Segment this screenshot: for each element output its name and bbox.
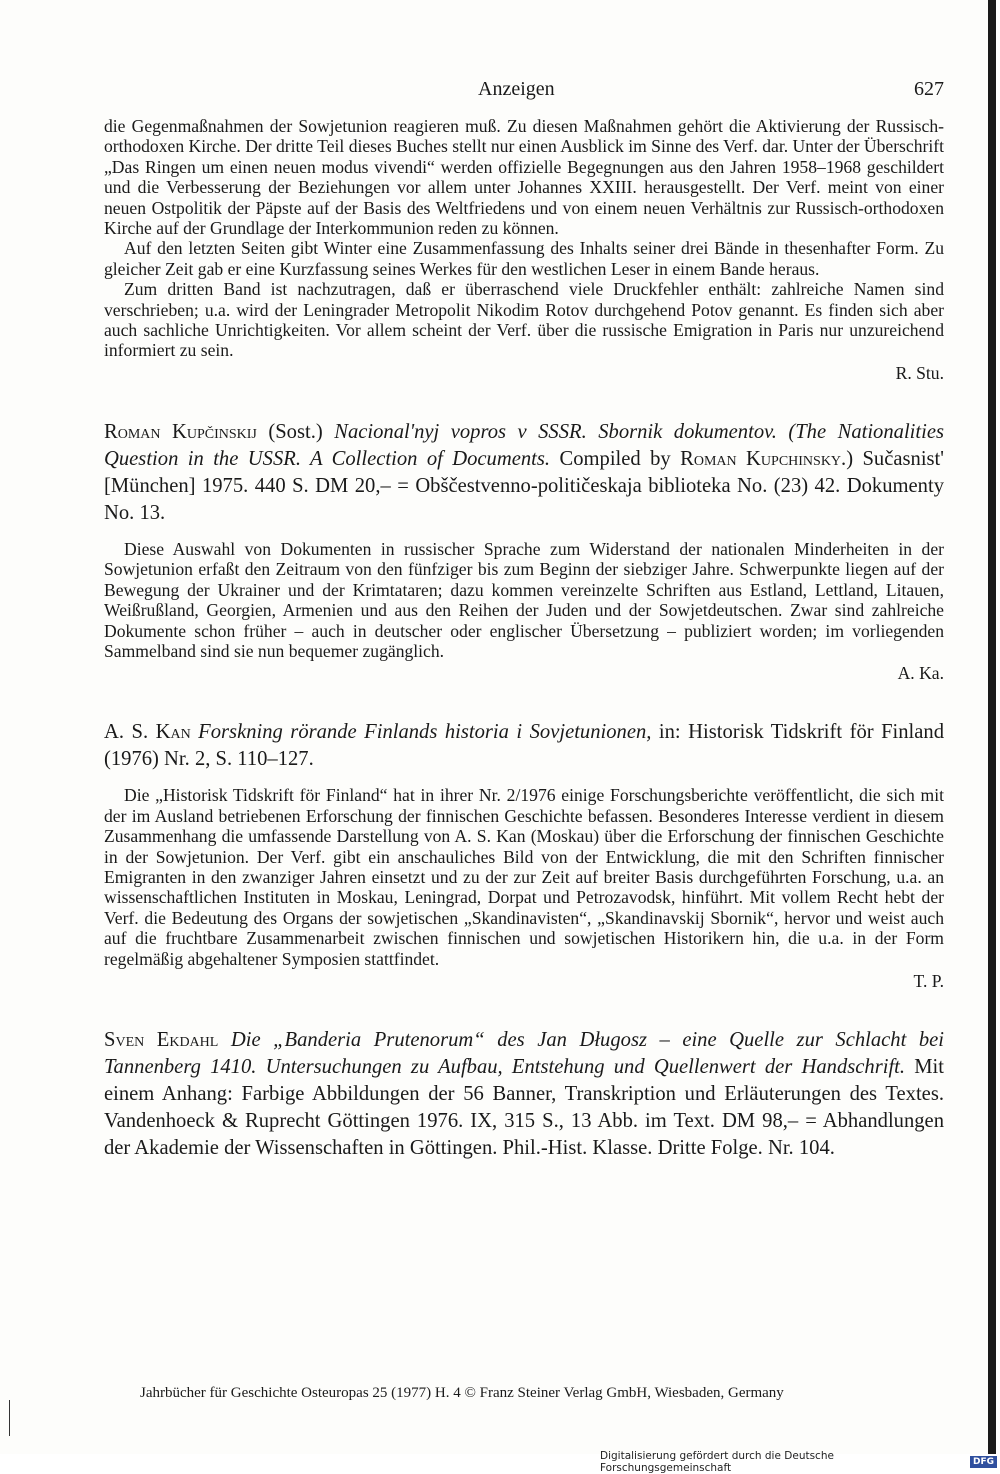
- entry-title: Nacional'nyj vopros v SSSR. Sbornik dokumentov. (The Nationalities Question in the USSR. A Collection of Documents.: [104, 420, 944, 470]
- page-number: 627: [914, 78, 944, 100]
- entry-author: Kan: [155, 721, 191, 744]
- review-body: [104, 785, 944, 993]
- review-paragraph: Auf den letzten Seiten gibt Winter eine Zusammenfassung des Inhalts seiner drei Bände in thesenhafter Form. Zu gleicher Zeit gab er eine Kurzfassung seines Werkes für den westlichen Leser in einem Bande heraus.: [104, 238, 944, 279]
- entry-title: Die „Banderia Prutenorum“ des Jan Długosz – eine Quelle zur Schlacht bei Tannenberg 1410. Untersuchungen zu Aufbau, Entstehung und Quellenwert der Handschrift.: [104, 1028, 944, 1078]
- review-paragraph: Die „Historisk Tidskrift för Finland“ hat in ihrer Nr. 2/1976 einige Forschungsberichte veröffentlicht, die sich mit der im Ausland betriebenen Erforschung der finnischen Geschichte befassen. Besonderes Interesse verdient in diesem Zusammenhang die umfassende Darstellung von A. S. Kan (Moskau) über die Erforschung der finnischen Geschichte in der Sowjetunion. Der Verf. gibt ein anschauliches Bild von der Entwicklung, die mit den Schriften finnischer Emigranten in den zwanziger Jahren einsetzt und zu der zur Zeit auf breiter Basis durchgeführten Forschung, u.a. an wissenschaftlichen Instituten in Moskau, Leningrad, Dorpat und Petrozavodsk, hinführt. Mit vollem Recht hebt der Verf. die Bedeutung des Organs der sowjetischen „Skandinavisten“, „Skandinavskij Sbornik“, hervor und weist auch auf die fruchtbare Zusammenarbeit zwischen finnischen und sowjetischen Historikern hin, die u.a. in der Form regelmäßig abgehaltener Symposien stattfindet.: [104, 785, 944, 969]
- review-signature: A. Ka.: [897, 663, 944, 684]
- entry-editor-note: (Sost.): [256, 420, 335, 443]
- review-signature: R. Stu.: [895, 362, 944, 383]
- entry-compiler: Roman Kupchinsky.: [680, 447, 847, 470]
- review-paragraph: Zum dritten Band ist nachzutragen, daß er überraschend viele Druckfehler enthält: zahlreiche Namen sind verschrieben; u.a. wird der Leningrader Metropolit Nikodim Rotov durchgehend Potov genannt. Es finden sich aber auch sachliche Unrichtigkeiten. Vor allem scheint der Verf. über die russische Emigration in Paris nur unzureichend informiert zu sein.: [104, 279, 944, 361]
- margin-line: [9, 1400, 10, 1436]
- entry-publication: Mit einem Anhang: Farbige Abbildungen der 56 Banner, Transkription und Erläuterungen des Textes. Vandenhoeck & Ruprecht Göttingen 1976. IX, 315 S., 13 Abb. im Text. DM 98,– = Abhandlungen der Akademie der Wissenschaften in Göttingen. Phil.-Hist. Klasse. Dritte Folge. Nr. 104.: [104, 1055, 944, 1159]
- digitization-credit: Digitalisierung gefördert durch die Deutsche Forschungsgemeinschaft: [600, 1450, 834, 1474]
- bibliographic-entry: [104, 419, 944, 527]
- page-content: [104, 76, 944, 1174]
- running-title: Anzeigen: [478, 78, 555, 100]
- page-header: [104, 76, 944, 116]
- review-paragraph: Diese Auswahl von Dokumenten in russischer Sprache zum Widerstand der nationalen Minderheiten in der Sowjetunion erfaßt den Zeitraum von den fünfziger bis zum Beginn der siebziger Jahre. Schwerpunkte liegen auf der Bewegung der Ukrainer und der Krimtataren; dazu kommen vereinzelte Schriften aus Estland, Lettland, Litauen, Weißrußland, Georgien, Armenien und aus den Reihen der Juden und der Sowjetdeutschen. Zwar sind zahlreiche Dokumente schon früher – auch in deutscher oder englischer Übersetzung – publiziert worden; im vorliegenden Sammelband sind sie nun bequemer zugänglich.: [104, 538, 944, 661]
- entry-author: Sven Ekdahl: [104, 1028, 219, 1051]
- entry-compiled-by: Compiled by: [550, 447, 681, 470]
- entry-author: Roman Kupčinskij: [104, 420, 257, 443]
- dfg-logo: DFG: [970, 1456, 997, 1468]
- entry-publication: in: Historisk Tidskrift för Finland (1976) Nr. 2, S. 110–127.: [104, 721, 945, 771]
- digitization-bar: [600, 1450, 1000, 1474]
- review-body: [104, 539, 944, 685]
- bibliographic-entry: [104, 719, 944, 773]
- entry-author-initials: A. S.: [104, 721, 156, 744]
- journal-footer: Jahrbücher für Geschichte Osteuropas 25 (1977) H. 4 © Franz Steiner Verlag GmbH, Wiesbaden, Germany: [140, 1385, 784, 1401]
- bibliographic-entry: [104, 1027, 944, 1162]
- entry-title: Forskning rörande Finlands historia i Sovjetunionen,: [190, 721, 652, 744]
- review-paragraph: die Gegenmaßnahmen der Sowjetunion reagieren muß. Zu diesen Maßnahmen gehört die Aktivierung der Russisch-orthodoxen Kirche. Der dritte Teil dieses Buches stellt nur einen Ausblick im Sinne des Verf. dar. Unter der Überschrift „Das Ringen um einen neuen modus vivendi“ werden offizielle Begegnungen aus den Jahren 1958–1968 geschildert und die Verbesserung der Beziehungen vor allem unter Johannes XXIII. herausgestellt. Der Verf. meint von einer neuen Ostpolitik der Päpste auf der Basis des Weltfriedens und von einem neuen Verhältnis zur Russisch-orthodoxen Kirche auf der Grundlage der Interkommunion reden zu können.: [104, 116, 944, 239]
- review-signature: T. P.: [913, 970, 944, 991]
- review-continuation: [104, 116, 944, 385]
- entry-publication: ) Sučasnist' [München] 1975. 440 S. DM 20,– = Obščestvenno-političeskaja biblioteka No. (23) 42. Dokumenty No. 13.: [104, 447, 944, 524]
